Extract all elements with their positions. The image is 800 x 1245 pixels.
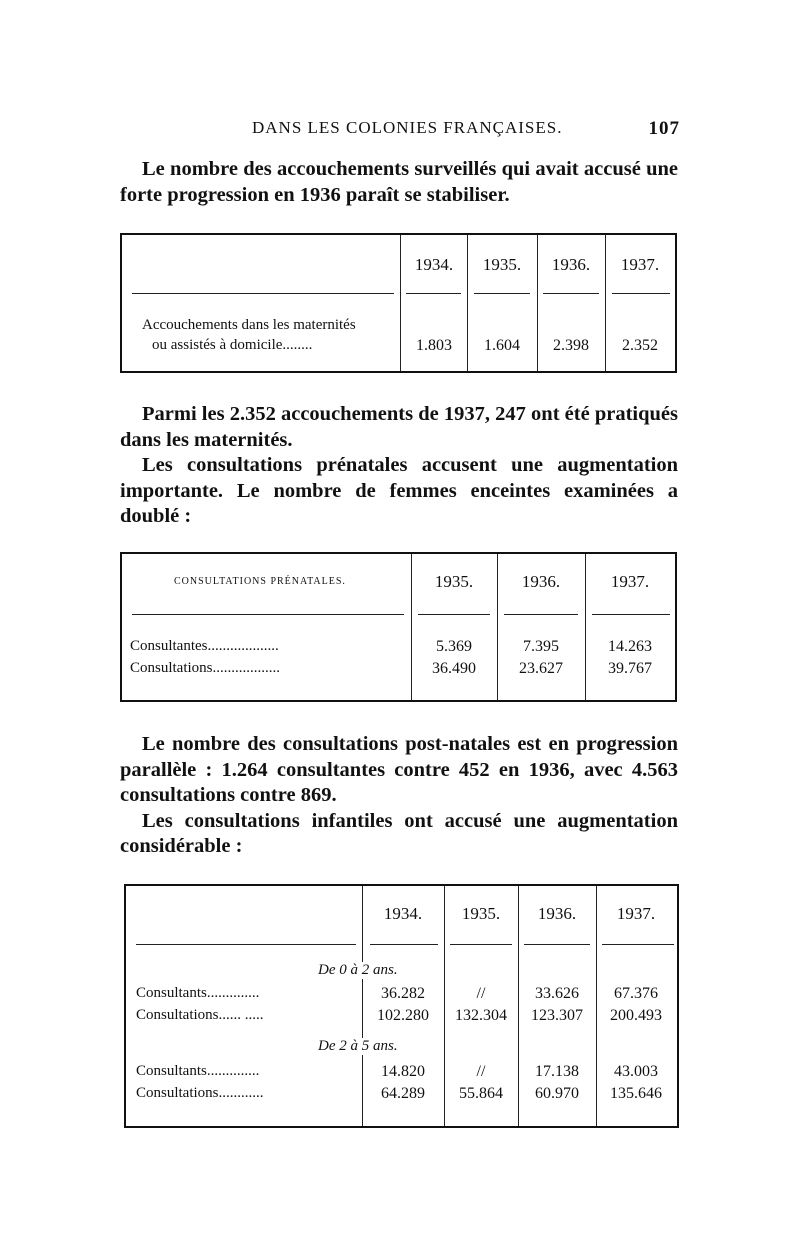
table-deliveries	[120, 233, 677, 373]
table-cell: //	[476, 1063, 486, 1080]
table-cell: 2.352	[622, 337, 658, 354]
table-prenatal	[120, 552, 677, 702]
row-label: Consultations..................	[130, 660, 281, 676]
age-group-heading: De 0 à 2 ans.	[314, 962, 402, 979]
paragraph-text: Les consultations infantiles ont accusé une augmentation considérable :	[120, 809, 678, 857]
table-cell: 1.604	[484, 337, 520, 354]
table-cell: 33.626	[535, 985, 579, 1002]
table-cell: 43.003	[614, 1063, 658, 1080]
table-cell: 123.307	[531, 1007, 583, 1024]
paragraph-text: Le nombre des consultations post-natales est en progression parallèle : 1.264 consultantes contre 452 en 1936, avec 4.563 consultations contre 869.	[120, 733, 678, 806]
year-header: 1936.	[551, 255, 591, 274]
table-cell: 5.369	[436, 638, 472, 655]
year-header: 1937.	[610, 572, 650, 591]
year-header: 1936.	[537, 904, 577, 923]
row-label: Consultantes...................	[130, 638, 279, 654]
table-cell: 132.304	[455, 1007, 507, 1024]
table-cell: 1.803	[416, 337, 452, 354]
row-label: Consultants..............	[136, 1063, 260, 1079]
table-cell: //	[476, 985, 486, 1002]
paragraph-1	[120, 157, 678, 208]
row-label: ou assistés à domicile........	[152, 337, 313, 353]
table-cell: 17.138	[535, 1063, 579, 1080]
table-cell: 60.970	[535, 1085, 579, 1102]
age-group-heading: De 2 à 5 ans.	[314, 1038, 402, 1055]
paragraph-text: Le nombre des accouchements surveillés qui avait accusé une forte progression en 1936 paraît se stabiliser.	[120, 158, 678, 206]
running-title: DANS LES COLONIES FRANÇAISES.	[252, 118, 563, 137]
table-cell: 7.395	[523, 638, 559, 655]
year-header: 1937.	[616, 904, 656, 923]
row-label: Consultations...... .....	[136, 1007, 264, 1023]
table-cell: 55.864	[459, 1085, 503, 1102]
table-cell: 39.767	[608, 660, 652, 677]
year-header: 1937.	[620, 255, 660, 274]
table-cell: 36.490	[432, 660, 476, 677]
paragraph-text: Les consultations prénatales accusent une augmentation importante. Le nombre de femmes enceintes examinées a doublé :	[120, 454, 678, 527]
table-cell: 2.398	[553, 337, 589, 354]
year-header: 1936.	[521, 572, 561, 591]
year-header: 1935.	[461, 904, 501, 923]
row-label: Accouchements dans les maternités	[142, 317, 356, 333]
row-label: Consultants..............	[136, 985, 260, 1001]
paragraph-2	[120, 402, 678, 530]
table-cell: 135.646	[610, 1085, 662, 1102]
table-cell: 36.282	[381, 985, 425, 1002]
table-heading: CONSULTATIONS PRÉNATALES.	[174, 576, 346, 587]
paragraph-text: Parmi les 2.352 accouchements de 1937, 247 ont été pratiqués dans les maternités.	[120, 403, 678, 451]
table-cell: 64.289	[381, 1085, 425, 1102]
paragraph-4	[120, 732, 678, 860]
table-cell: 200.493	[610, 1007, 662, 1024]
table-cell: 14.263	[608, 638, 652, 655]
table-cell: 102.280	[377, 1007, 429, 1024]
table-cell: 67.376	[614, 985, 658, 1002]
table-cell: 23.627	[519, 660, 563, 677]
page-number: 107	[648, 118, 680, 139]
year-header: 1934.	[414, 255, 454, 274]
table-infant	[124, 884, 679, 1128]
year-header: 1934.	[383, 904, 423, 923]
table-cell: 14.820	[381, 1063, 425, 1080]
year-header: 1935.	[482, 255, 522, 274]
year-header: 1935.	[434, 572, 474, 591]
row-label: Consultations............	[136, 1085, 264, 1101]
